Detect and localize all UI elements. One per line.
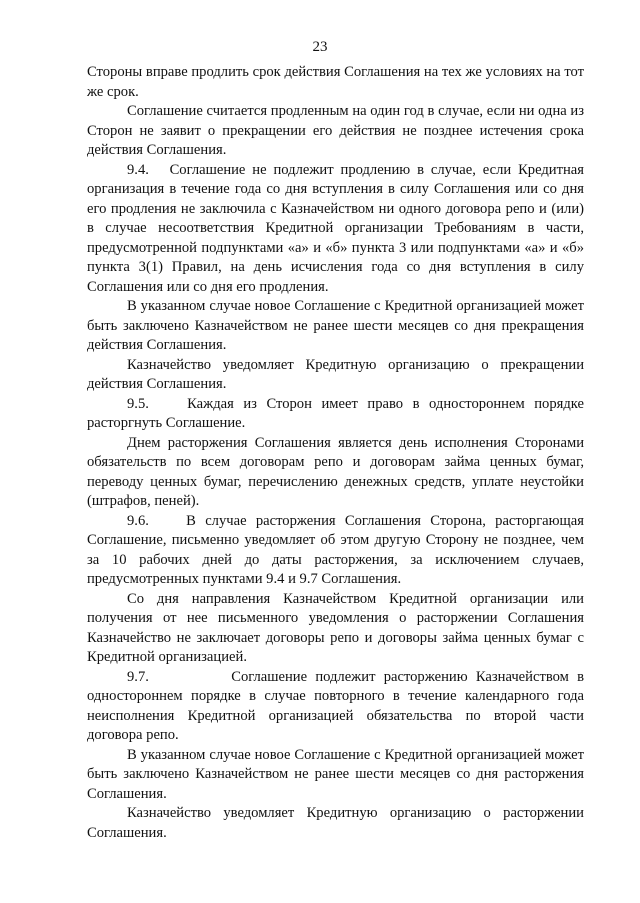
paragraph: Соглашение считается продленным на один год в случае, если ни одна из Сторон не заявит о прекращении его действия не позднее истечения срока действия Соглашения. <box>87 103 584 158</box>
paragraph: Днем расторжения Соглашения является день исполнения Сторонами обязательств по всем договорам репо и договорам займа ценных бумаг, переводу ценных бумаг, перечислению денежных средств, уплате неустойки (штрафов, пеней). <box>87 434 584 509</box>
paragraph-clause-9-6: 9.6. В случае расторжения Соглашения Сторона, расторгающая Соглашение, письменно уведомляет об этом другую Сторону не позднее, чем за 10 рабочих дней до даты расторжения, за исключением случаев, предусмотренных пунктами 9.4 и 9.7 Соглашения. <box>87 512 584 587</box>
paragraph: В указанном случае новое Соглашение с Кредитной организацией может быть заключено Казначейством не ранее шести месяцев со дня прекращения действия Соглашения. <box>87 298 584 353</box>
paragraph-clause-9-5: 9.5. Каждая из Сторон имеет право в одностороннем порядке расторгнуть Соглашение. <box>87 395 584 431</box>
paragraph: Казначейство уведомляет Кредитную организацию о расторжении Соглашения. <box>87 805 584 841</box>
paragraph: Со дня направления Казначейством Кредитной организации или получения от нее письменного уведомления о расторжении Соглашения Казначейство не заключает договоры репо и договоры займа ценных бумаг с Кредитной организацией. <box>87 590 584 665</box>
page-number: 23 <box>312 39 328 55</box>
paragraph: В указанном случае новое Соглашение с Кредитной организацией может быть заключено Казначейством не ранее шести месяцев со дня расторжения Соглашения. <box>87 746 584 802</box>
paragraph-clause-9-7: 9.7. Соглашение подлежит расторжению Казначейством в одностороннем порядке в случае повторного в течение календарного года неисполнения Кредитной организацией обязательства по второй части договора репо. <box>87 668 584 743</box>
paragraph-clause-9-4: 9.4. Соглашение не подлежит продлению в случае, если Кредитная организация в течение года со дня вступления в силу Соглашения или со дня его продления не заключила с Казначейством ни одного договора репо и (или) в случае несоответствия Кредитной организации Требованиям в части, предусмотренной подпунктами «а» и «б» пункта 3 или подпунктами «а» и «б» пункта 3(1) Правил, на день исчисления года со дня вступления в силу Соглашения или со дня его продления. <box>87 161 584 295</box>
document-body <box>87 63 584 843</box>
paragraph: Казначейство уведомляет Кредитную организацию о прекращении действия Соглашения. <box>87 356 584 392</box>
paragraph: Стороны вправе продлить срок действия Соглашения на тех же условиях на тот же срок. <box>87 64 584 100</box>
